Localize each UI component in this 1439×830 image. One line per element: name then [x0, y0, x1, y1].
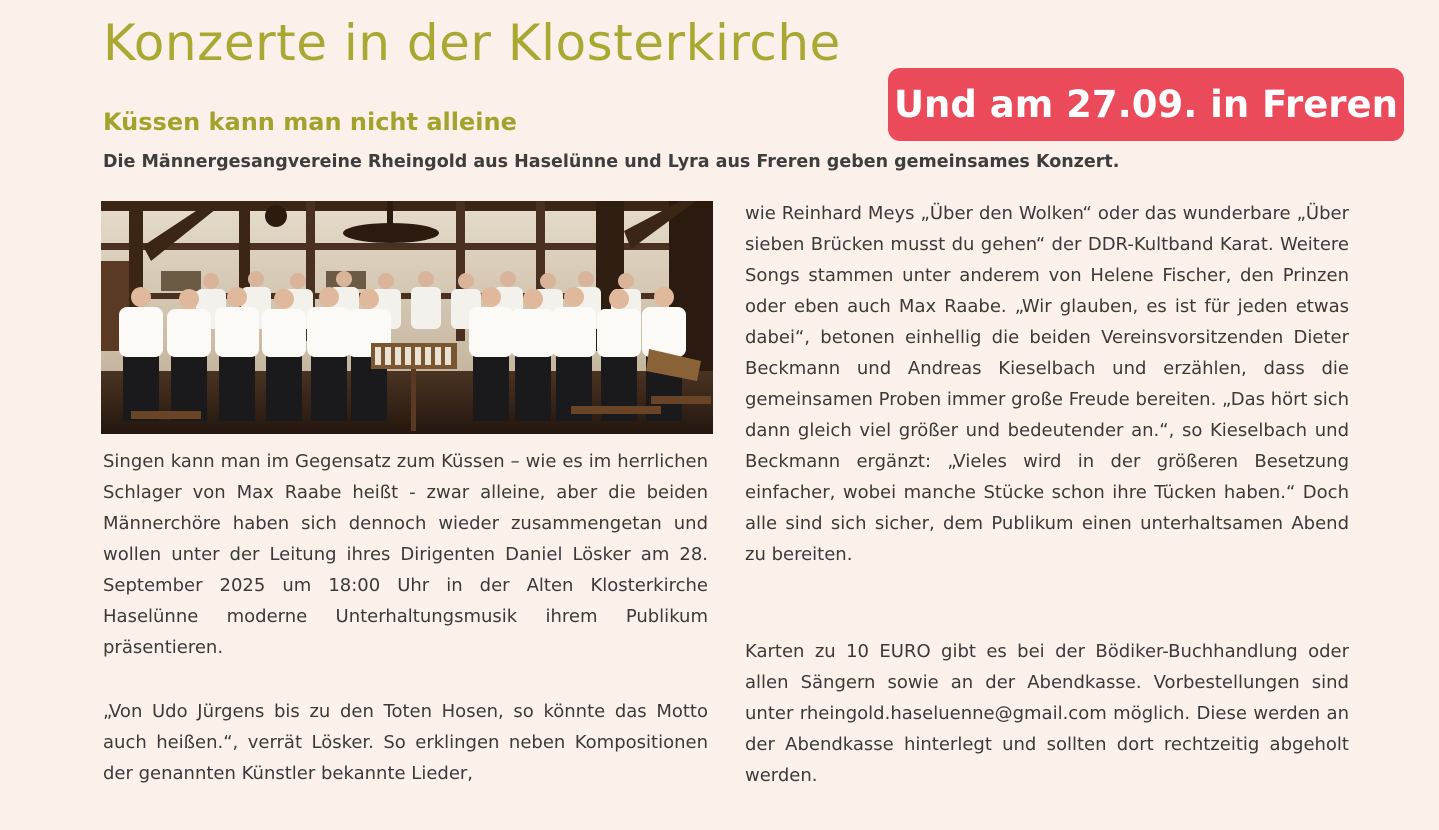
column-right-paragraph-1: wie Reinhard Meys „Über den Wolken“ oder das wunderbare „Über sieben Brücken musst du gehen“ der DDR-Kultband Karat. Weitere Songs stammen unter anderem von Helene Fischer, den Prinzen oder eben auch Max Raabe. „Wir glauben, es ist für jeden etwas dabei“, betonen einhellig die beiden Vereinsvorsitzenden Dieter Beckmann und Andreas Kieselbach und erzählen, dass die gemeinsamen Proben immer große Freude bereiten. „Das hört sich dann gleich viel größer und bedeutender an.“, so Kieselbach und Beckmann ergänzt: „Vieles wird in der größeren Besetzung einfacher, wobei manche Stücke schon ihre Tücken haben.“ Doch alle sind sich sicher, dem Publikum einen unterhaltsamen Abend zu bereiten.: [745, 203, 1349, 565]
choir-photo: [101, 201, 713, 434]
column-right-paragraph-2: Karten zu 10 EURO gibt es bei der Bödiker-Buchhandlung oder allen Sängern sowie an der Abendkasse. Vorbestellungen sind unter rheingold.haseluenne@gmail.com möglich. Diese werden an der Abendkasse hinterlegt und sollten dort rechtzeitig abgeholt werden.: [745, 641, 1349, 786]
article-subtitle: Küssen kann man nicht alleine: [103, 108, 517, 136]
date-badge: Und am 27.09. in Freren: [888, 68, 1404, 141]
column-left-paragraph-2: „Von Udo Jürgens bis zu den Toten Hosen, so könnte das Motto auch heißen.“, verrät Lösker. So erklingen neben Kompositionen der genannten Künstler bekannte Lieder,: [103, 701, 708, 784]
article-lead: Die Männergesangvereine Rheingold aus Haselünne und Lyra aus Freren geben gemeinsames Konzert.: [103, 152, 1120, 172]
column-left-paragraph-1: Singen kann man im Gegensatz zum Küssen – wie es im herrlichen Schlager von Max Raabe heißt - zwar alleine, aber die beiden Männerchöre haben sich dennoch wieder zusammengetan und wollen unter der Leitung ihres Dirigenten Daniel Lösker am 28. September 2025 um 18:00 Uhr in der Alten Klosterkirche Haselünne moderne Unterhaltungsmusik ihrem Publikum präsentieren.: [103, 451, 708, 658]
choir-photo-illustration: [101, 201, 713, 434]
article-column-right: [745, 198, 1349, 786]
page-title: Konzerte in der Klosterkirche: [103, 14, 841, 72]
article-column-left: [103, 446, 708, 784]
